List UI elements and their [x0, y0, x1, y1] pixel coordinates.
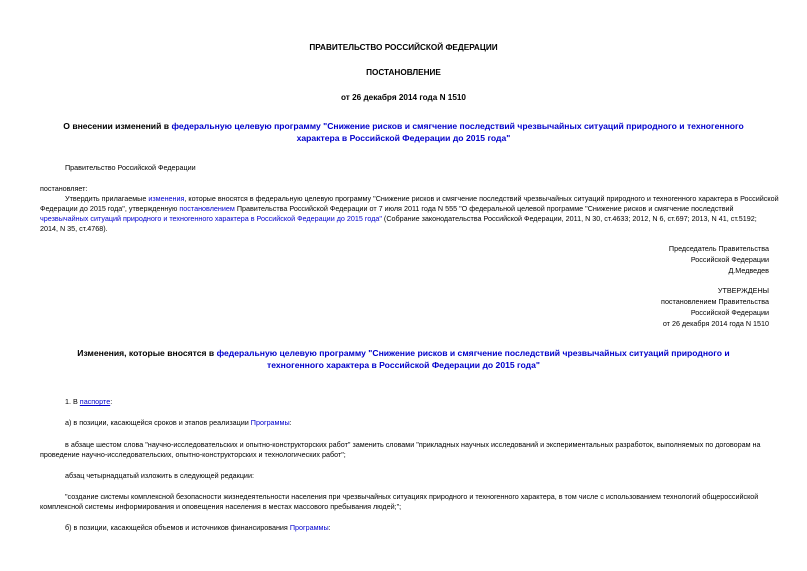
paragraph-fourteen: абзац четырнадцатый изложить в следующей редакции:	[65, 471, 254, 480]
item-1: 1. В паспорте:	[65, 397, 113, 406]
approval-date: от 26 декабря 2014 года N 1510	[662, 319, 769, 328]
program-link-a[interactable]: Программы	[250, 418, 290, 427]
signature-block	[669, 243, 769, 276]
changes-program-link[interactable]: федеральную целевую программу "Снижение рисков и смягчение последствий чрезвычайных ситуаций природного и	[216, 348, 730, 358]
resolution-link[interactable]: постановлением	[179, 204, 235, 213]
program-link-b[interactable]: Программы	[289, 523, 329, 532]
program-link[interactable]: федеральную целевую программу "Снижение рисков и смягчение последствий чрезвычайных ситуаций природного и техногенного	[171, 121, 744, 131]
new-wording-quote: "создание системы комплексной безопасности жизнедеятельности населения при чрезвычайных ситуациях природного и техногенного характера, в том числе с использованием технологий общероссийской комплексной системы информирования и оповещения населения в местах массового пребывания людей;";	[40, 492, 759, 511]
item-b: б) в позиции, касающейся объемов и источников финансирования Программы:	[65, 523, 331, 532]
intro-government: Правительство Российской Федерации	[65, 163, 196, 172]
changes-title: Изменения, которые вносятся в федеральную целевую программу "Снижение рисков и смягчение последствий чрезвычайных ситуаций природного и техногенного характера в Российской Федерации до 2015 года"	[77, 348, 730, 370]
approval-by: постановлением Правительства	[661, 297, 769, 306]
approval-approved: УТВЕРЖДЕНЫ	[717, 286, 769, 295]
signature-position: Председатель Правительства	[668, 244, 769, 253]
item-a: а) в позиции, касающейся сроков и этапов реализации Программы:	[65, 418, 292, 427]
signature-name: Д.Медведев	[728, 266, 769, 275]
document-date-number: от 26 декабря 2014 года N 1510	[341, 93, 466, 102]
passport-link[interactable]: паспорте	[79, 397, 111, 406]
document-title	[50, 120, 757, 144]
program-link-cont[interactable]: характера в Российской Федерации до 2015 года"	[296, 133, 511, 143]
changes-program-link-cont[interactable]: техногенного характера в Российской Федерации до 2015 года"	[267, 360, 540, 370]
government-heading: ПРАВИТЕЛЬСТВО РОССИЙСКОЙ ФЕДЕРАЦИИ	[309, 43, 498, 52]
changes-link[interactable]: изменения	[148, 194, 185, 203]
resolution-title-link[interactable]: чрезвычайных ситуаций природного и техногенного характера в Российской Федерации до 2015 года"	[40, 214, 382, 223]
intro-decides: постановляет:	[40, 184, 88, 193]
decree-paragraph: Утвердить прилагаемые изменения, которые вносятся в федеральную целевую программу "Снижение рисков и смягчение последствий чрезвычайных ситуаций природного и техногенного характера в Российской Федерации до 2015 года", утвержденную постановлением Правительства Российской Федерации от 7 июля 2011 года N 555 "О федеральной целевой программе "Снижение рисков и смягчение последствий чрезвычайных ситуаций природного и техногенного характера в Российской Федерации до 2015 года" (Собрание законодательства Российской Федерации, 2011, N 30, ст.4633; 2012, N 6, ст.697; 2013, N 41, ст.5192; 2014, N 35, ст.4768).	[40, 194, 779, 233]
approval-block	[661, 285, 769, 329]
paragraph-six-change: в абзаце шестом слова "научно-исследовательских и опытно-конструкторских работ" заменить словами "прикладных научных исследований и экспериментальных разработок, выполняемых по договорам на проведение научно-исследовательских, опытно-конструкторских и технологических работ";	[40, 440, 761, 459]
document-type: ПОСТАНОВЛЕНИЕ	[366, 68, 441, 77]
approval-country: Российской Федерации	[690, 308, 769, 317]
signature-country: Российской Федерации	[690, 255, 769, 264]
title-prefix: О внесении изменений в	[63, 121, 172, 131]
